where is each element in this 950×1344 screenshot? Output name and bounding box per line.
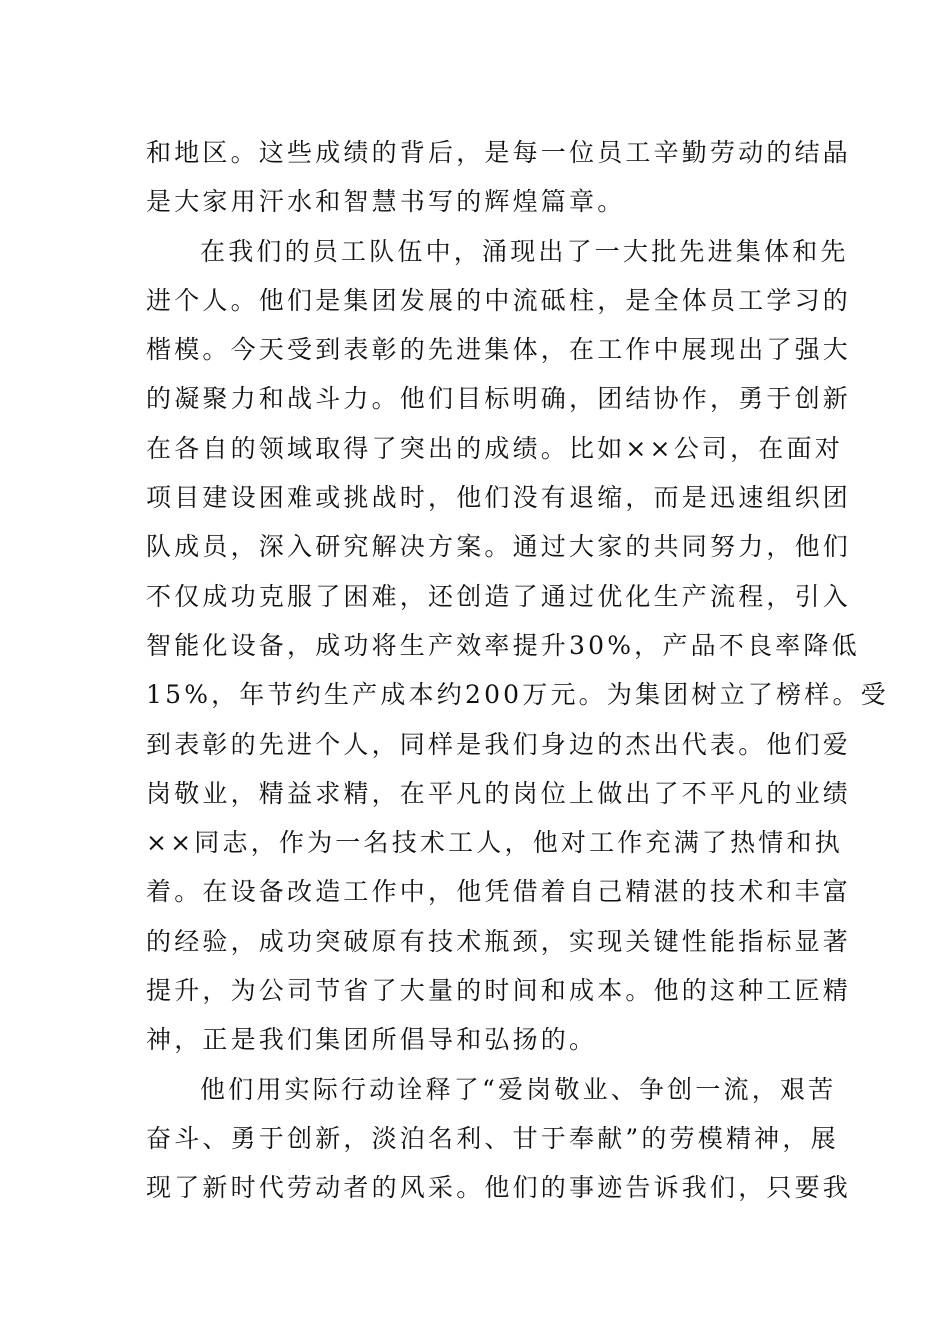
paragraph-2: [146, 227, 889, 1065]
document-page: [146, 128, 889, 1213]
text-line: ××同志，作为一名技术工人，他对工作充满了热情和执: [146, 828, 843, 858]
text-line: 和地区。这些成绩的背后，是每一位员工辛勤劳动的结晶: [146, 138, 852, 167]
text-line: 他们用实际行动诠释了“爱岗敬业、争创一流，艰苦: [200, 1074, 837, 1104]
text-line: 着。在设备改造工作中，他凭借着自己精湛的技术和丰富: [146, 877, 852, 907]
text-line: 的经验，成功突破原有技术瓶颈，实现关键性能指标显著: [146, 926, 852, 956]
text-line: 不仅成功克服了困难，还创造了通过优化生产流程，引入: [146, 581, 852, 611]
text-line: 岗敬业，精益求精，在平凡的岗位上做出了不平凡的业绩: [146, 778, 852, 808]
text-line: 楷模。今天受到表彰的先进集体，在工作中展现出了强大: [146, 335, 852, 365]
text-line: 是大家用汗水和智慧书写的辉煌篇章。: [146, 187, 626, 217]
paragraph-1: [146, 128, 852, 227]
text-line: 队成员，深入研究解决方案。通过大家的共同努力，他们: [146, 532, 852, 562]
text-line: 15%，年节约生产成本约200万元。为集团树立了榜样。受: [146, 680, 889, 710]
paragraph-3: [146, 1065, 852, 1213]
text-line: 神，正是我们集团所倡导和弘扬的。: [146, 1025, 598, 1055]
text-line: 在各自的领域取得了突出的成绩。比如××公司，在面对: [146, 433, 843, 463]
text-line: 提升，为公司节省了大量的时间和成本。他的这种工匠精: [146, 976, 852, 1006]
text-line: 现了新时代劳动者的风采。他们的事迹告诉我们，只要我: [146, 1173, 852, 1203]
text-line: 智能化设备，成功将生产效率提升30%，产品不良率降低: [146, 630, 860, 660]
text-line: 进个人。他们是集团发展的中流砥柱，是全体员工学习的: [146, 285, 852, 315]
text-line: 奋斗、勇于创新，淡泊名利、甘于奉献”的劳模精神，展: [146, 1123, 839, 1153]
text-line: 在我们的员工队伍中，涌现出了一大批先进集体和先: [200, 236, 849, 266]
text-line: 到表彰的先进个人，同样是我们身边的杰出代表。他们爱: [146, 729, 852, 759]
text-line: 的凝聚力和战斗力。他们目标明确，团结协作，勇于创新: [146, 384, 852, 414]
text-line: 项目建设困难或挑战时，他们没有退缩，而是迅速组织团: [146, 483, 852, 513]
